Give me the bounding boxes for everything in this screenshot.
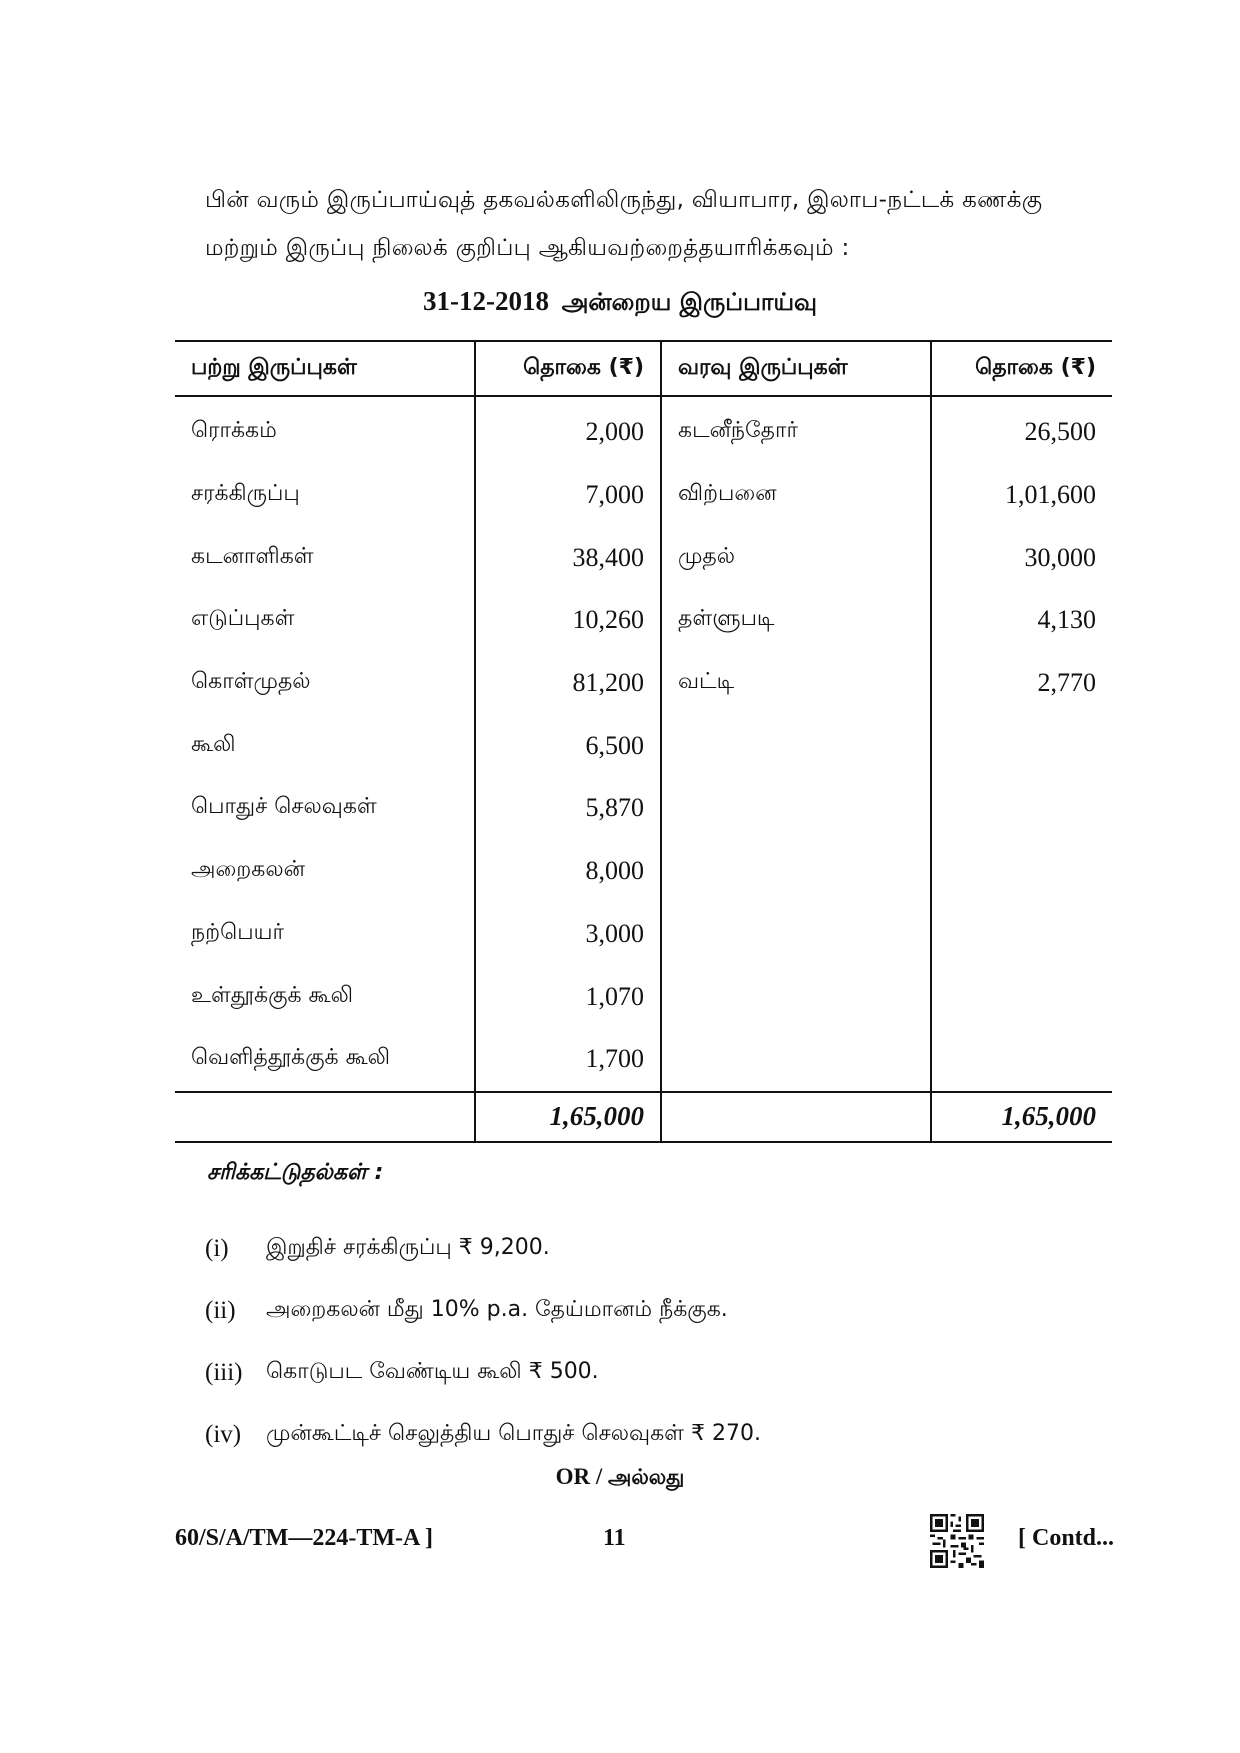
debit-item: எடுப்புகள் bbox=[175, 589, 475, 652]
table-row bbox=[175, 652, 1112, 715]
debit-item: கூலி bbox=[175, 714, 475, 777]
debit-amount: 10,260 bbox=[475, 589, 661, 652]
debit-amount: 3,000 bbox=[475, 903, 661, 966]
total-debit: 1,65,000 bbox=[475, 1092, 661, 1142]
intro-line-1: பின் வரும் இருப்பாய்வுத் தகவல்களிலிருந்து, வியாபார, இலாப-நட்டக் கணக்கு bbox=[205, 187, 1043, 213]
totals-spacer bbox=[175, 1092, 475, 1142]
list-item bbox=[205, 1342, 1105, 1404]
list-item bbox=[205, 1404, 1105, 1466]
debit-item: உள்தூக்குக் கூலி bbox=[175, 965, 475, 1028]
debit-item: கடனாளிகள் bbox=[175, 526, 475, 589]
total-credit: 1,65,000 bbox=[1001, 1101, 1096, 1132]
item-number: (ii) bbox=[205, 1297, 236, 1324]
credit-amount: 26,500 bbox=[1024, 417, 1096, 447]
credit-amount: 30,000 bbox=[1024, 542, 1096, 572]
debit-amount: 2,000 bbox=[475, 396, 661, 464]
table-row bbox=[175, 714, 1112, 777]
table-row bbox=[175, 777, 1112, 840]
debit-amount: 8,000 bbox=[475, 840, 661, 903]
credit-item: கடனீந்தோர் bbox=[661, 396, 931, 464]
debit-amount: 1,700 bbox=[475, 1028, 661, 1092]
list-item bbox=[205, 1280, 1105, 1342]
table-body bbox=[175, 396, 1112, 1092]
credit-item bbox=[661, 903, 931, 966]
credit-item: விற்பனை bbox=[661, 464, 931, 527]
trial-balance-table bbox=[175, 340, 1112, 1143]
table-row bbox=[175, 464, 1112, 527]
credit-item: முதல் bbox=[661, 526, 931, 589]
list-item bbox=[205, 1218, 1105, 1280]
table-header-row bbox=[175, 341, 1112, 396]
credit-item bbox=[661, 1028, 931, 1092]
item-text: இறுதிச் சரக்கிருப்பு ₹ 9,200. bbox=[266, 1235, 550, 1260]
credit-amount bbox=[931, 840, 1112, 903]
debit-item: பொதுச் செலவுகள் bbox=[175, 777, 475, 840]
adjustments-list bbox=[205, 1218, 1105, 1466]
credit-amount bbox=[931, 777, 1112, 840]
table-row bbox=[175, 1028, 1112, 1092]
or-text-ta: அல்லது bbox=[607, 1465, 685, 1489]
paper-code: 60/S/A/TM—224-TM-A ] bbox=[175, 1525, 433, 1551]
header-debit-amount: தொகை (₹) bbox=[475, 341, 661, 396]
table-row bbox=[175, 965, 1112, 1028]
credit-amount bbox=[931, 714, 1112, 777]
credit-item bbox=[661, 777, 931, 840]
debit-item: நற்பெயர் bbox=[175, 903, 475, 966]
debit-item: அறைகலன் bbox=[175, 840, 475, 903]
page-number: 11 bbox=[603, 1525, 626, 1551]
credit-amount bbox=[931, 1028, 1112, 1092]
debit-amount: 81,200 bbox=[475, 652, 661, 715]
trial-balance-title bbox=[0, 286, 1240, 319]
totals-row bbox=[175, 1092, 1112, 1142]
table-row bbox=[175, 526, 1112, 589]
header-credit: வரவு இருப்புகள் bbox=[661, 341, 931, 396]
adjustments-heading: சரிக்கட்டுதல்கள் : bbox=[207, 1160, 384, 1185]
item-number: (iv) bbox=[205, 1421, 242, 1448]
credit-item bbox=[661, 965, 931, 1028]
item-text: முன்கூட்டிச் செலுத்திய பொதுச் செலவுகள் ₹ 270. bbox=[266, 1421, 761, 1446]
table-row bbox=[175, 589, 1112, 652]
debit-item: சரக்கிருப்பு bbox=[175, 464, 475, 527]
debit-amount: 5,870 bbox=[475, 777, 661, 840]
debit-amount: 6,500 bbox=[475, 714, 661, 777]
item-text: அறைகலன் மீது 10% p.a. தேய்மானம் நீக்குக. bbox=[266, 1297, 728, 1322]
credit-amount: 2,770 bbox=[1037, 668, 1096, 698]
debit-item: வெளித்தூக்குக் கூலி bbox=[175, 1028, 475, 1092]
or-text-en: OR / bbox=[555, 1464, 603, 1489]
intro-line-2: மற்றும் இருப்பு நிலைக் குறிப்பு ஆகியவற்றைத்தயாரிக்கவும் : bbox=[205, 235, 850, 261]
intro-paragraph bbox=[205, 176, 1085, 272]
debit-amount: 38,400 bbox=[475, 526, 661, 589]
item-number: (i) bbox=[205, 1235, 229, 1262]
debit-amount: 1,070 bbox=[475, 965, 661, 1028]
credit-item bbox=[661, 840, 931, 903]
totals-spacer bbox=[661, 1092, 931, 1142]
credit-item: தள்ளுபடி bbox=[661, 589, 931, 652]
credit-item: வட்டி bbox=[661, 652, 931, 715]
table-row bbox=[175, 840, 1112, 903]
continued-label: [ Contd... bbox=[1018, 1525, 1115, 1551]
debit-item: கொள்முதல் bbox=[175, 652, 475, 715]
trial-balance-title-text: அன்றைய இருப்பாய்வு bbox=[561, 288, 818, 316]
credit-amount: 4,130 bbox=[1037, 605, 1096, 635]
credit-amount: 1,01,600 bbox=[1005, 480, 1096, 510]
header-debit: பற்று இருப்புகள் bbox=[175, 341, 475, 396]
credit-item bbox=[661, 714, 931, 777]
trial-balance-date: 31-12-2018 bbox=[422, 286, 549, 316]
table-row bbox=[175, 396, 1112, 464]
table-row bbox=[175, 903, 1112, 966]
item-number: (iii) bbox=[205, 1359, 243, 1386]
item-text: கொடுபட வேண்டிய கூலி ₹ 500. bbox=[266, 1359, 599, 1384]
credit-amount bbox=[931, 903, 1112, 966]
debit-amount: 7,000 bbox=[475, 464, 661, 527]
qr-code-icon bbox=[930, 1514, 984, 1568]
credit-amount bbox=[931, 965, 1112, 1028]
header-credit-amount: தொகை (₹) bbox=[975, 354, 1096, 380]
debit-item: ரொக்கம் bbox=[175, 396, 475, 464]
or-divider bbox=[0, 1464, 1240, 1492]
